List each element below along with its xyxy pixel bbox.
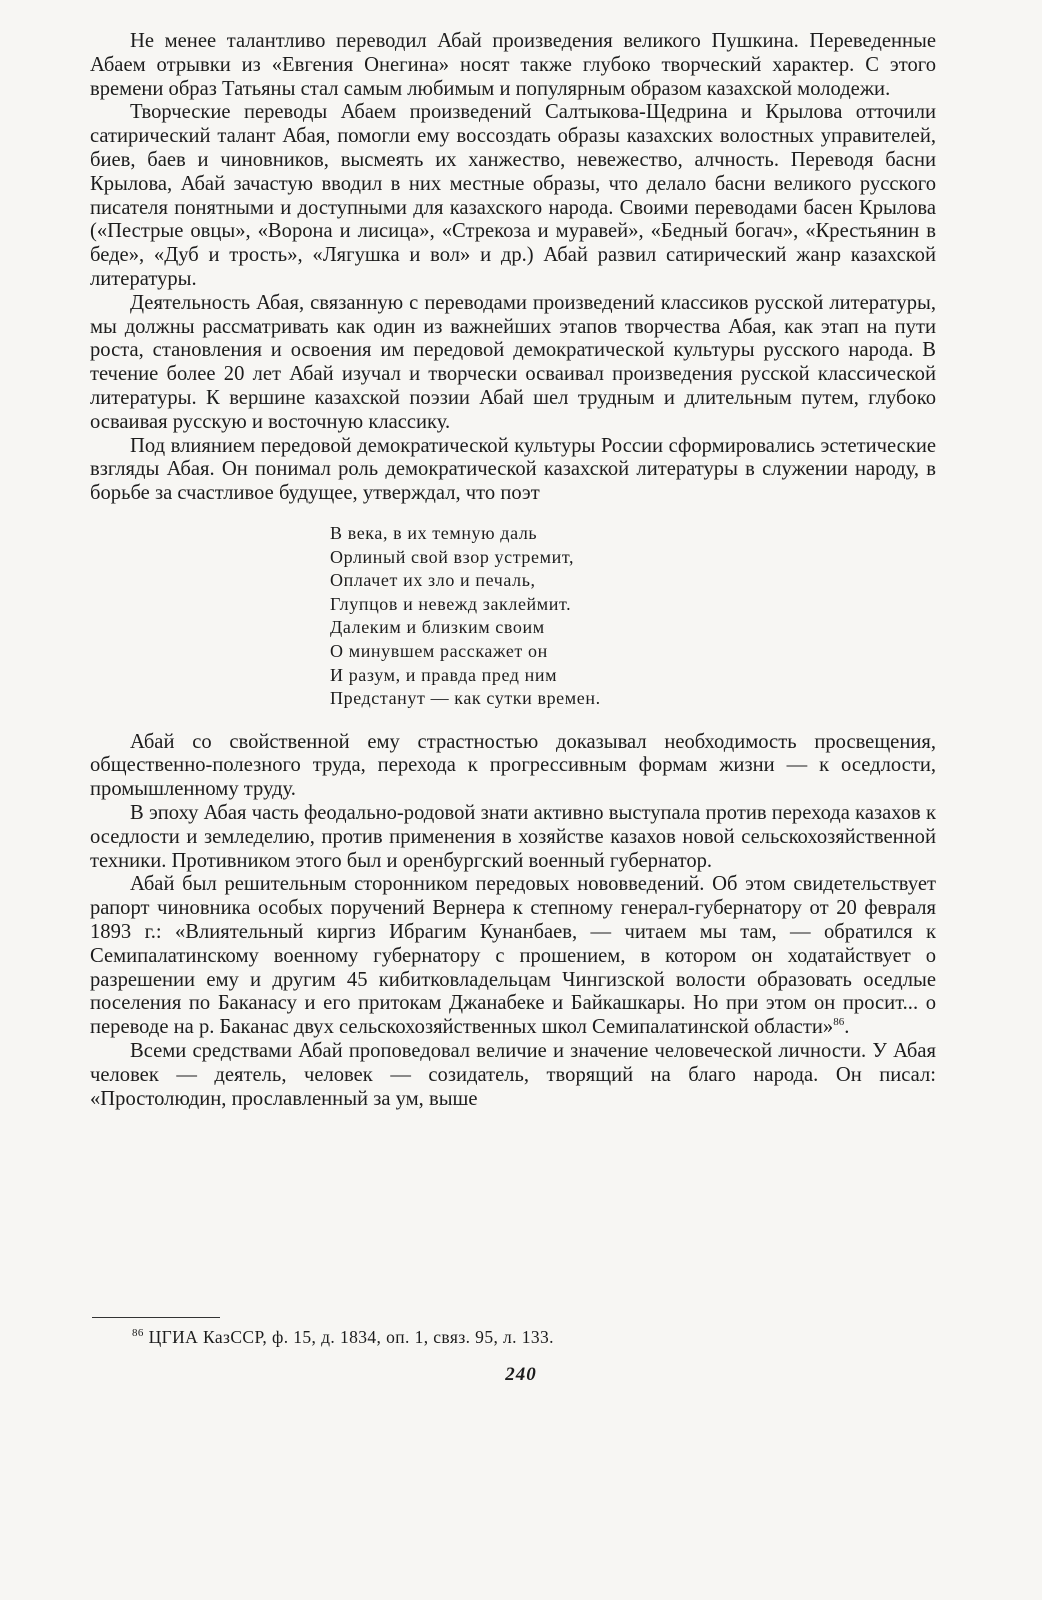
footnote-divider <box>92 1317 220 1318</box>
verse-line: В века, в их темную даль <box>330 522 538 543</box>
paragraph: Всеми средствами Абай проповедовал величие и значение человеческой личности. У Абая человек — деятель, человек — созидатель, творящий на благо народа. Он писал: «Простолюдин, прославленный за ум, выше <box>90 1040 936 1110</box>
page-number: 240 <box>505 1364 537 1385</box>
verse-line: Далеким и близким своим <box>330 617 545 638</box>
paragraph: Не менее талантливо переводил Абай произведения великого Пушкина. Переведенные Абаем отрывки из «Евгения Онегина» носят также глубоко творческий характер. С этого времени образ Татьяны стал самым любимым и популярным образом казахской молодежи. <box>90 30 936 100</box>
paragraph: Абай со свойственной ему страстностью доказывал необходимость просвещения, общественно-полезного труда, перехода к прогрессивным формам жизни — к оседлости, промышленному труду. <box>90 730 936 801</box>
verse-line: Орлиный свой взор устремит, <box>330 546 575 567</box>
verse-line: Оплачет их зло и печаль, <box>330 570 536 591</box>
paragraph: Под влиянием передовой демократической культуры России сформировались эстетические взгляды Абая. Он понимал роль демократической казахской литературы в служении народу, в борьбе за счастливое будущее, утверждал, что поэт <box>90 434 936 505</box>
paragraph-tail: . <box>844 1016 850 1039</box>
verse-quote <box>330 522 936 711</box>
paragraph: Деятельность Абая, связанную с переводами произведений классиков русской литературы, мы должны рассматривать как один из важнейших этапов творчества Абая, как этап на пути роста, становления и освоения им передовой демократической культуры русского народа. В течение более 20 лет Абай изучал и творчески осваивал произведения русской классической литературы. К вершине казахской поэзии Абай шел трудным и длительным путем, глубоко осваивая русскую и восточную классику. <box>90 291 936 433</box>
paragraph: В эпоху Абая часть феодально-родовой знати активно выступала против перехода казахов к оседлости и земледелию, против применения в хозяйстве казахов новой сельскохозяйственной техники. Противником этого был и оренбургский военный губернатор. <box>90 802 936 872</box>
verse-line: И разум, и правда пред ним <box>330 664 558 685</box>
footnote-text: ЦГИА КазССР, ф. 15, д. 1834, оп. 1, связ. 95, л. 133. <box>148 1327 554 1347</box>
paragraph-with-footnote-ref <box>90 873 936 1040</box>
body-text <box>90 30 936 1111</box>
verse-line: О минувшем расскажет он <box>330 640 548 661</box>
paragraph-text: Абай был решительным сторонником передовых нововведений. Об этом свидетельствует рапорт чиновника особых поручений Вернера к степному генерал-губернатору от 20 февраля 1893 г.: «Влиятельный киргиз Ибрагим Кунанбаев, — читаем мы там, — обратился к Семипалатинскому военному губернатору с прошением, в котором он ходатайствует о разрешении ему и другим 45 кибитковладельцам Чингизской волости образовать оседлые поселения по Баканасу и его притокам Джанабеке и Байкашкары. Но при этом он просит... о переводе на р. Баканас двух сельскохозяйственных школ Семипалатинской области» <box>90 873 936 1039</box>
verse-line: Глупцов и невежд заклеймит. <box>330 593 572 614</box>
verse-line: Предстанут — как сутки времен. <box>330 688 601 709</box>
footnote-number: 86 <box>132 1327 144 1340</box>
footnote-reference[interactable]: 86 <box>833 1016 845 1029</box>
footnote <box>132 1326 554 1348</box>
paragraph: Творческие переводы Абаем произведений Салтыкова-Щедрина и Крылова отточили сатирический талант Абая, помогли ему воссоздать образы казахских волостных управителей, биев, баев и чиновников, высмеять их ханжество, невежество, алчность. Переводя басни Крылова, Абай зачастую вводил в них местные образы, что делало басни великого русского писателя понятными и доступными для казахского народа. Своими переводами басен Крылова («Пестрые овцы», «Ворона и лисица», «Стрекоза и муравей», «Бедный богач», «Крестьянин в беде», «Дуб и трость», «Лягушка и вол» и др.) Абай развил сатирический жанр казахской литературы. <box>90 101 936 290</box>
